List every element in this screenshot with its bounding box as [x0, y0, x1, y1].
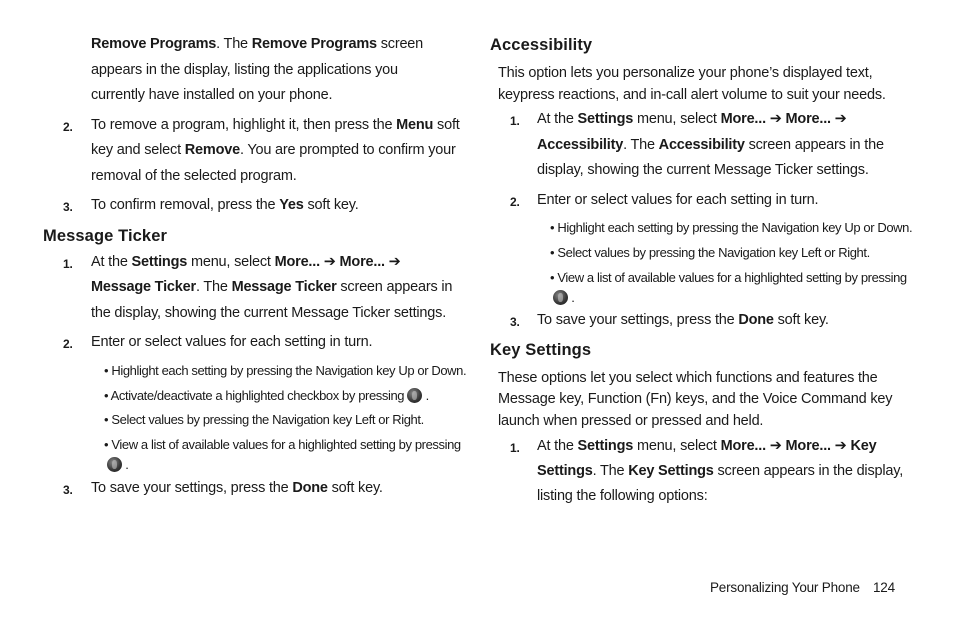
message-ticker-heading: Message Ticker [43, 227, 168, 245]
text: key and select [91, 142, 185, 158]
bullet-item: • Highlight each setting by pressing the Navigation key Up or Down. [550, 220, 913, 235]
text: . The [195, 279, 232, 295]
text: . You are prompted to confirm your [239, 142, 456, 158]
step-number: 3. [510, 315, 520, 329]
intro-line-2: appears in the display, listing the applications you [91, 62, 398, 78]
bullet-item: • Highlight each setting by pressing the Navigation key Up or Down. [104, 363, 467, 378]
accessibility-desc-line-1: This option lets you personalize your phone’s displayed text, [498, 65, 873, 81]
step-number: 3. [63, 483, 73, 497]
menu-path: More... ➔ More... ➔ [720, 111, 847, 127]
text: At the [537, 438, 578, 454]
remove-option-label: Remove [184, 142, 240, 158]
text: soft [433, 117, 460, 133]
text: Highlight each setting by pressing the Navigation key Up or Down. [557, 220, 913, 235]
text: screen appears in [336, 279, 453, 295]
remove-step-line-3: removal of the selected program. [91, 168, 297, 184]
step-number: 1. [510, 441, 520, 455]
step-number: 3. [63, 200, 73, 214]
text: View a list of available values for a highlighted setting by pressing [111, 437, 461, 452]
text: Highlight each setting by pressing the Navigation key Up or Down. [111, 363, 467, 378]
mt-step3 [91, 480, 383, 496]
text: To confirm removal, press the [91, 197, 280, 213]
ok-key-icon [553, 290, 568, 305]
key-settings-desc-line-2: Message key, Function (Fn) keys, and the Voice Command key [498, 391, 893, 407]
text: . The [216, 36, 252, 52]
menu-path: More... ➔ More... ➔ Key [720, 438, 877, 454]
done-key-label: Done [292, 480, 328, 496]
accessibility-desc-line-2: keypress reactions, and in-call alert volume to suit your needs. [498, 87, 886, 103]
text: soft key. [773, 312, 829, 328]
text: At the [91, 254, 132, 270]
ks-step1-line-3: listing the following options: [537, 488, 708, 504]
ok-key-icon [107, 457, 122, 472]
text: To remove a program, highlight it, then press the [91, 117, 397, 133]
acc-step1-line-2 [537, 137, 884, 153]
text: menu, select [633, 438, 721, 454]
text: . The [592, 463, 629, 479]
key-settings-desc-line-3: launch when pressed or pressed and held. [498, 413, 764, 429]
settings-label: Settings [537, 463, 593, 479]
text: Select values by pressing the Navigation key Left or Right. [111, 412, 424, 427]
key-settings-label: Key Settings [628, 463, 714, 479]
message-ticker-label: Message Ticker [231, 279, 337, 295]
text: screen appears in the display, [713, 463, 904, 479]
acc-step1-line-3: display, showing the current Message Ticker settings. [537, 162, 869, 178]
bullet-item: • Select values by pressing the Navigation key Left or Right. [104, 412, 424, 427]
ks-step1-line-1 [537, 438, 876, 454]
acc-step3 [537, 312, 829, 328]
confirm-step [91, 197, 359, 213]
text: menu, select [633, 111, 721, 127]
acc-step1-line-1 [537, 111, 847, 127]
bullet-item: • View a list of available values for a highlighted setting by pressing [550, 270, 907, 285]
text: soft key. [327, 480, 383, 496]
key-settings-heading: Key Settings [490, 341, 592, 359]
accessibility-label: Accessibility [658, 137, 745, 153]
footer-section-title: Personalizing Your Phone [710, 580, 860, 595]
acc-step2: Enter or select values for each setting in turn. [537, 192, 819, 208]
mt-step2: Enter or select values for each setting in turn. [91, 334, 373, 350]
remove-programs-label: Remove Programs [251, 36, 377, 52]
bullet-continuation: . [553, 290, 574, 305]
bullet-continuation: . [107, 457, 128, 472]
text: screen [376, 36, 424, 52]
yes-key-label: Yes [279, 197, 304, 213]
intro-line-3: currently have installed on your phone. [91, 87, 333, 103]
intro-line-1 [91, 36, 423, 52]
text: Select values by pressing the Navigation key Left or Right. [557, 245, 870, 260]
done-key-label: Done [738, 312, 774, 328]
bullet-item: • Activate/deactivate a highlighted checkbox by pressing . [104, 388, 429, 403]
settings-label: Settings [131, 254, 188, 270]
step-number: 2. [510, 195, 520, 209]
text: . The [623, 137, 659, 153]
key-settings-desc-line-1: These options let you select which functions and features the [498, 370, 878, 386]
accessibility-heading: Accessibility [490, 36, 593, 54]
settings-label: Settings [577, 111, 634, 127]
text: To save your settings, press the [537, 312, 739, 328]
accessibility-label: Accessibility [537, 137, 624, 153]
page-number: 124 [873, 580, 895, 595]
message-ticker-label: Message Ticker [91, 279, 196, 295]
step-number: 1. [63, 257, 73, 271]
mt-step1-line-1 [91, 254, 401, 270]
settings-label: Settings [577, 438, 634, 454]
step-number: 2. [63, 337, 73, 351]
mt-step1-line-2 [91, 279, 452, 295]
menu-key-label: Menu [396, 117, 434, 133]
text: To save your settings, press the [91, 480, 293, 496]
remove-step-line-1 [91, 117, 460, 133]
text: At the [537, 111, 578, 127]
menu-path: More... ➔ More... ➔ [274, 254, 401, 270]
step-number: 1. [510, 114, 520, 128]
text: View a list of available values for a highlighted setting by pressing [557, 270, 907, 285]
bullet-item: • Select values by pressing the Navigation key Left or Right. [550, 245, 870, 260]
ok-key-icon [407, 388, 422, 403]
text: soft key. [303, 197, 359, 213]
text: screen appears in the [744, 137, 884, 153]
ks-step1-line-2 [537, 463, 903, 479]
text: menu, select [187, 254, 275, 270]
remove-step-line-2 [91, 142, 456, 158]
bullet-item: • View a list of available values for a highlighted setting by pressing [104, 437, 461, 452]
step-number: 2. [63, 120, 73, 134]
remove-programs-label: Remove Programs [91, 36, 217, 52]
text: Activate/deactivate a highlighted checkbox by pressing [110, 388, 405, 403]
mt-step1-line-3: the display, showing the current Message Ticker settings. [91, 305, 447, 321]
